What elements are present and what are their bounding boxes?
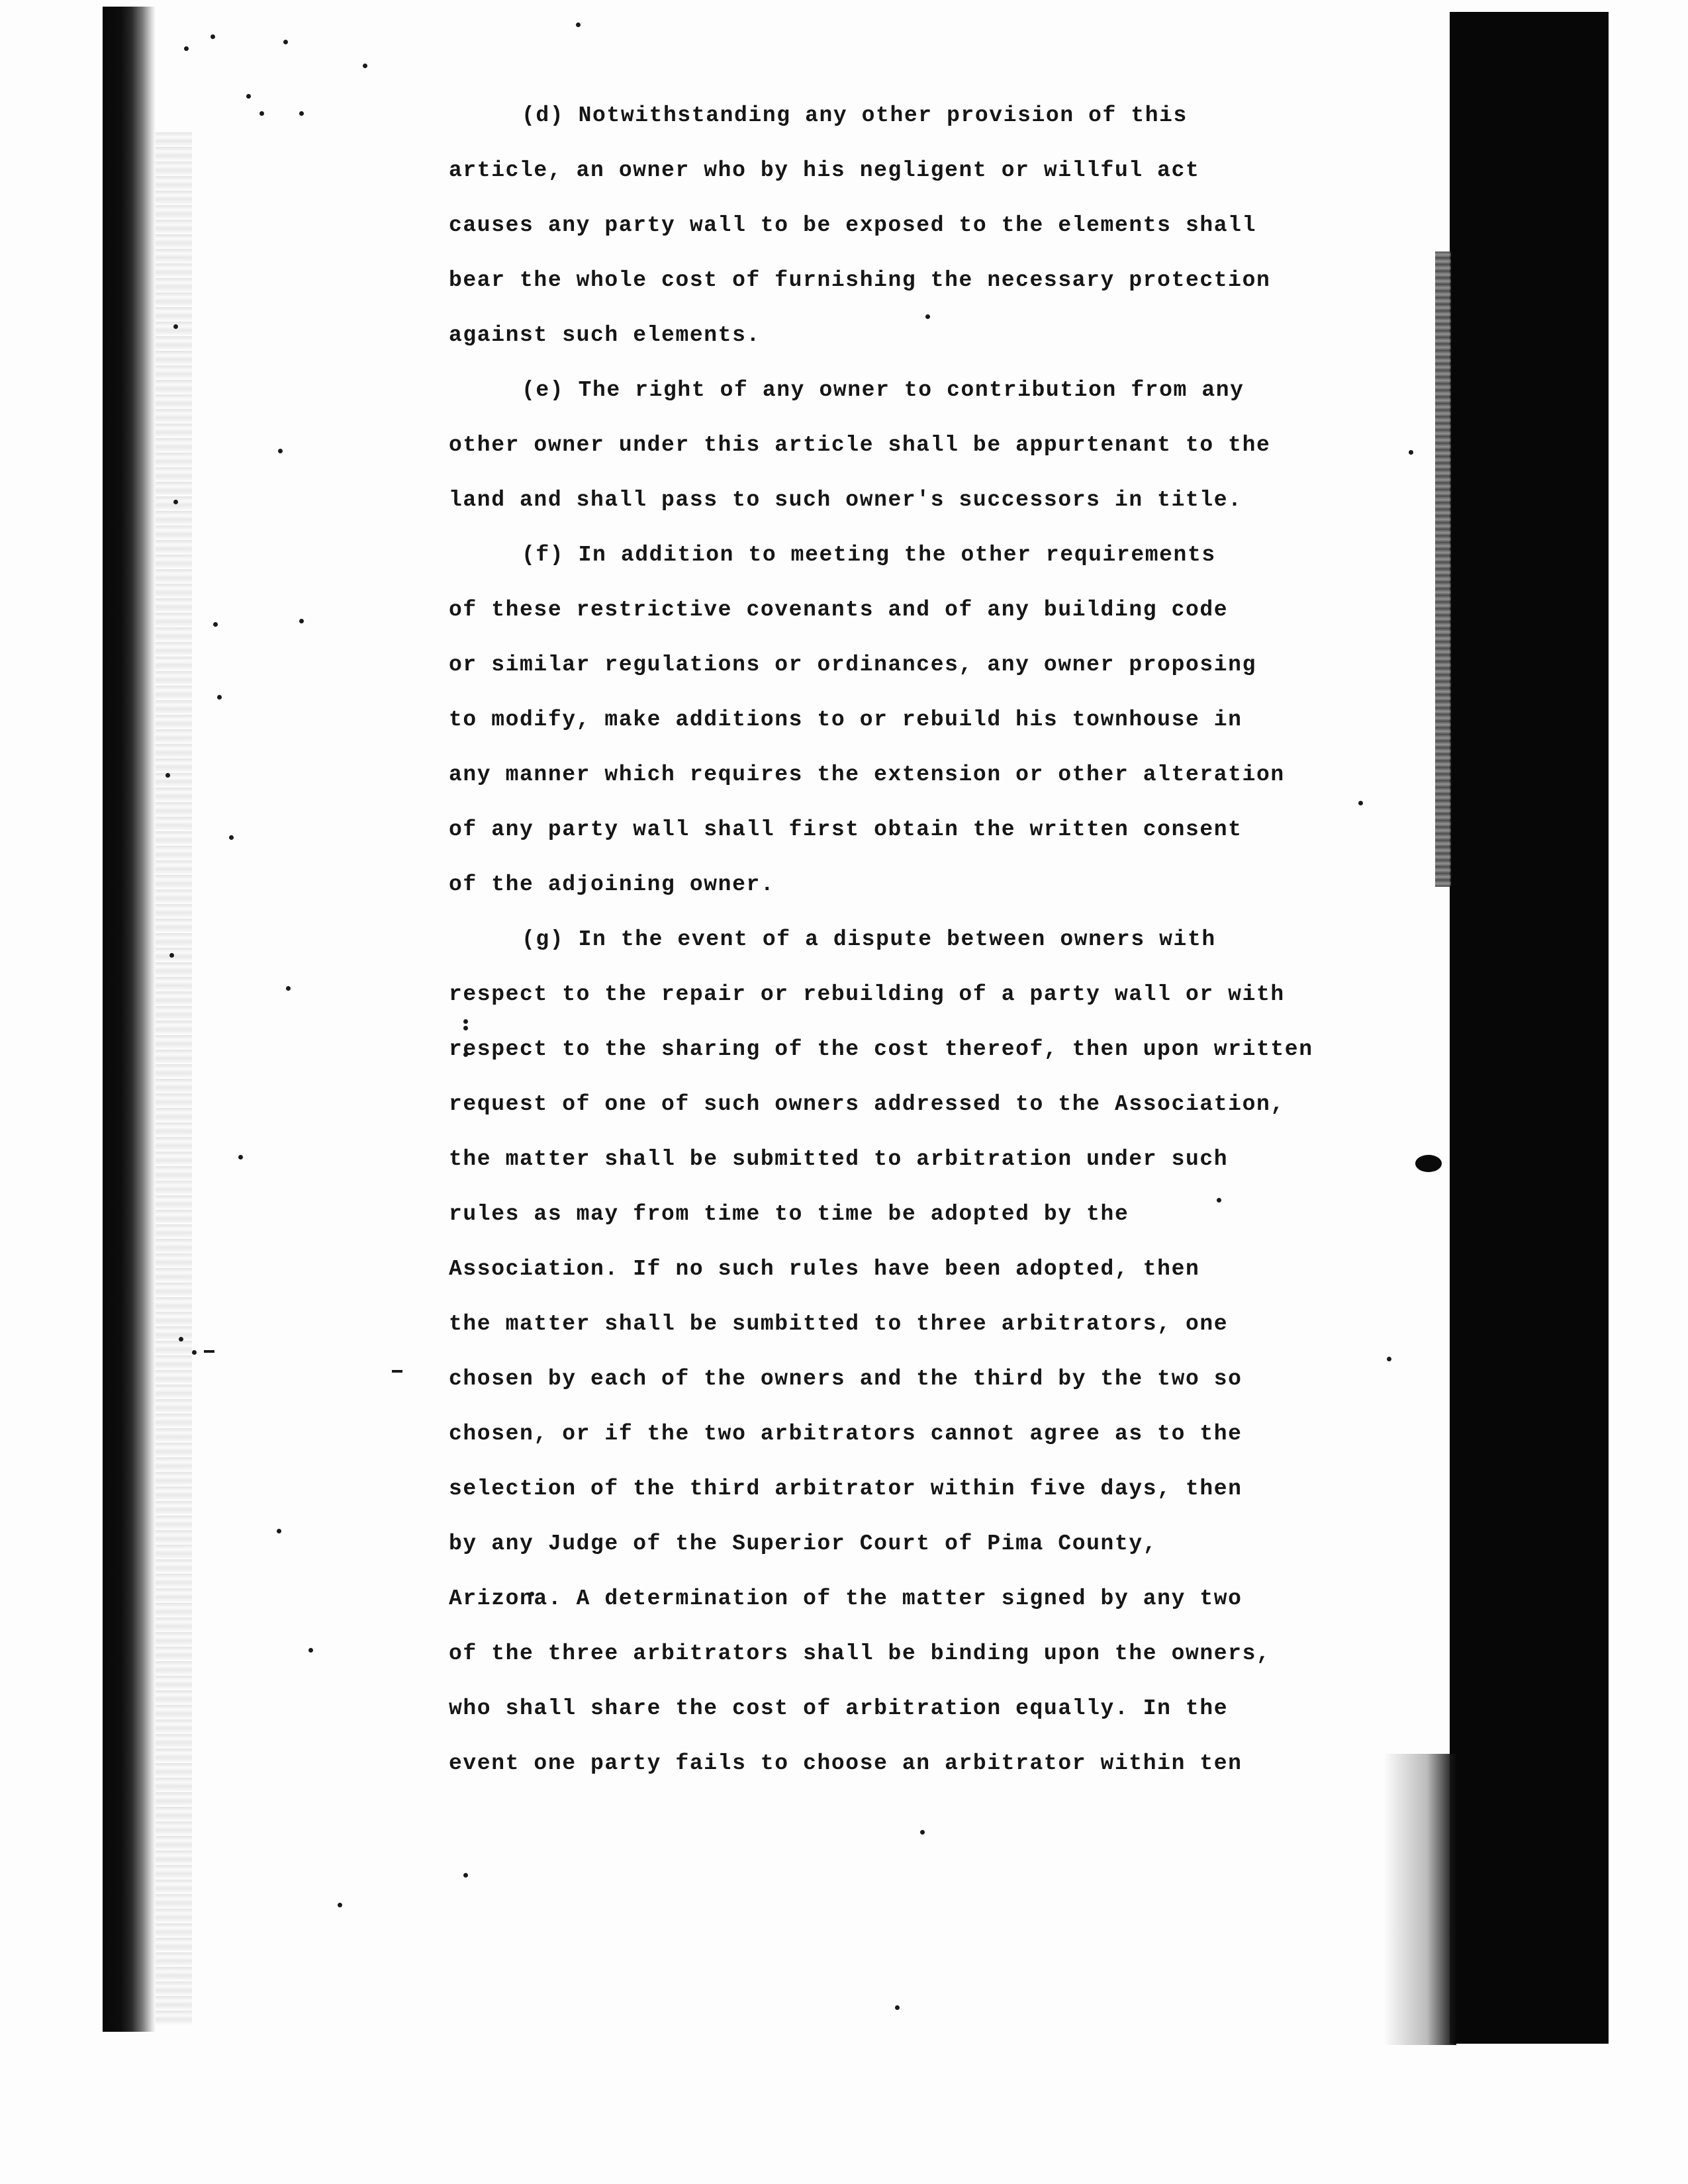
scan-speck	[286, 986, 291, 991]
scan-speck	[1387, 1357, 1391, 1361]
scan-border-right	[1450, 12, 1609, 2044]
scan-speck	[217, 695, 222, 700]
scan-speck	[229, 835, 234, 840]
scan-speck	[173, 500, 178, 504]
scan-speck	[283, 40, 288, 44]
scan-speck	[238, 1155, 243, 1160]
scan-speck	[213, 622, 218, 627]
scan-border-right-fade	[1383, 1754, 1456, 2045]
text-line: to modify, make additions to or rebuild his townhouse in	[449, 707, 1243, 732]
text-line: by any Judge of the Superior Court of Pima County,	[449, 1531, 1158, 1556]
scan-speck	[165, 773, 170, 778]
scan-speck	[204, 1350, 214, 1353]
scan-speck	[192, 1350, 197, 1355]
scan-speck	[463, 1873, 468, 1878]
text-line: of the three arbitrators shall be binding upon the owners,	[449, 1641, 1271, 1666]
text-line: (f) In addition to meeting the other requirements	[522, 543, 1216, 567]
scan-speck	[463, 1019, 468, 1024]
text-line: event one party fails to choose an arbitrator within ten	[449, 1751, 1243, 1776]
scan-speck	[338, 1903, 342, 1907]
text-line: (g) In the event of a dispute between owners with	[522, 927, 1216, 952]
text-line: land and shall pass to such owner's successors in title.	[449, 488, 1243, 512]
scan-speck	[920, 1830, 925, 1835]
scan-speck	[179, 1337, 183, 1342]
scan-speck	[169, 953, 174, 958]
scan-speck	[299, 111, 304, 116]
text-line: chosen by each of the owners and the third by the two so	[449, 1367, 1243, 1391]
text-line: against such elements.	[449, 323, 761, 347]
scan-speck	[259, 111, 264, 116]
scan-speck	[363, 64, 367, 68]
scan-speck	[895, 2005, 900, 2010]
scan-speck	[925, 314, 930, 319]
scan-speck	[277, 1529, 281, 1533]
scan-border-right-streak	[1435, 251, 1451, 887]
scan-speck	[246, 94, 251, 99]
text-line: article, an owner who by his negligent or willful act	[449, 158, 1200, 183]
text-line: respect to the repair or rebuilding of a party wall or with	[449, 982, 1285, 1007]
text-line: or similar regulations or ordinances, any owner proposing	[449, 653, 1256, 677]
text-line: other owner under this article shall be appurtenant to the	[449, 433, 1271, 457]
text-line: the matter shall be sumbitted to three arbitrators, one	[449, 1312, 1229, 1336]
text-line: request of one of such owners addressed to the Association,	[449, 1092, 1285, 1116]
text-line: chosen, or if the two arbitrators cannot agree as to the	[449, 1422, 1243, 1446]
scan-speck	[463, 1026, 468, 1030]
scan-speck	[278, 449, 283, 453]
scan-speck	[299, 619, 304, 623]
text-line: of any party wall shall first obtain the written consent	[449, 817, 1243, 842]
text-line: (d) Notwithstanding any other provision of this	[522, 103, 1188, 128]
text-line: (e) The right of any owner to contribution from any	[522, 378, 1244, 402]
scan-speck	[211, 34, 215, 39]
text-line: rules as may from time to time be adopted by the	[449, 1202, 1129, 1226]
scan-speck	[1409, 450, 1413, 455]
scan-speck	[308, 1648, 313, 1653]
scan-speck	[173, 324, 178, 329]
scan-speck	[184, 46, 189, 51]
scan-speck	[1217, 1198, 1221, 1203]
text-line: causes any party wall to be exposed to the elements shall	[449, 213, 1256, 238]
text-line: Association. If no such rules have been adopted, then	[449, 1257, 1200, 1281]
text-line: Arizona. A determination of the matter signed by any two	[449, 1586, 1243, 1611]
text-line: bear the whole cost of furnishing the necessary protection	[449, 268, 1271, 293]
scan-border-left	[103, 7, 156, 2032]
text-line: selection of the third arbitrator within five days, then	[449, 1477, 1243, 1501]
scan-speck	[1358, 801, 1363, 805]
text-line: who shall share the cost of arbitration equally. In the	[449, 1696, 1229, 1721]
scan-blot	[1415, 1155, 1442, 1172]
text-line: any manner which requires the extension or other alteration	[449, 762, 1285, 787]
text-line: of the adjoining owner.	[449, 872, 775, 897]
text-line: of these restrictive covenants and of any building code	[449, 598, 1229, 622]
scan-border-left-noise	[156, 132, 192, 2025]
scan-speck	[576, 23, 581, 27]
text-line: respect to the sharing of the cost thereof, then upon written	[449, 1037, 1313, 1062]
text-line: the matter shall be submitted to arbitration under such	[449, 1147, 1229, 1171]
scan-speck	[392, 1370, 402, 1373]
